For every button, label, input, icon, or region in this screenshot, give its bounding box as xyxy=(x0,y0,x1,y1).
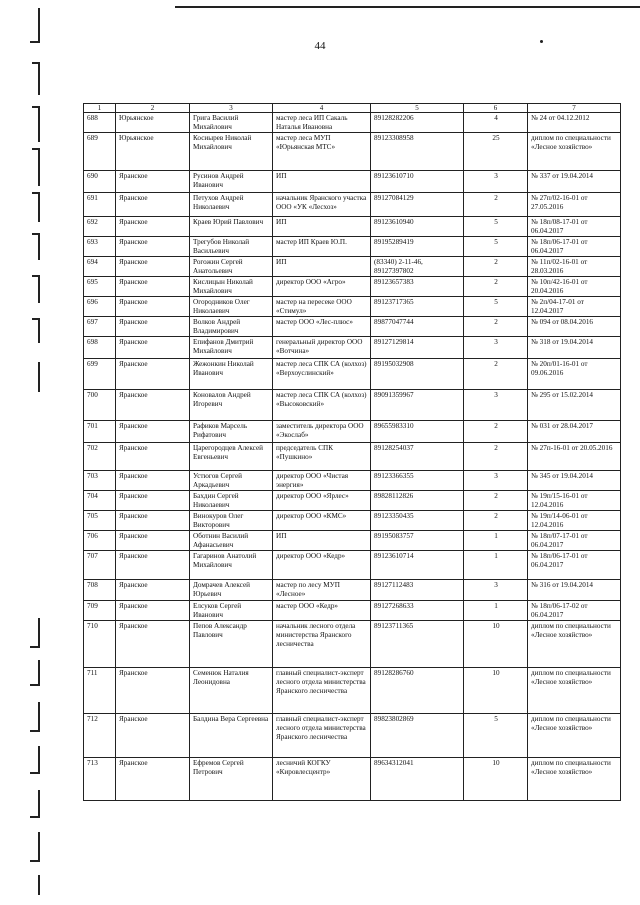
position-cell: председатель СПК «Пушкино» xyxy=(273,443,371,471)
district-cell: Яранское xyxy=(116,621,190,668)
document-cell: диплом по специальности «Лесное хозяйство» xyxy=(528,133,621,171)
document-cell: № 18п/06-17-01 от 06.04.2017 xyxy=(528,551,621,580)
experience-cell: 5 xyxy=(464,714,528,758)
row-number: 693 xyxy=(84,237,116,257)
margin-mark xyxy=(38,660,40,686)
name-cell: Семенюк Наталия Леонидовна xyxy=(190,668,273,714)
name-cell: Бахдин Сергей Николаевич xyxy=(190,491,273,511)
row-number: 704 xyxy=(84,491,116,511)
scan-speck xyxy=(540,40,543,43)
name-cell: Домрачев Алексей Юрьевич xyxy=(190,580,273,601)
name-cell: Гагаринов Анатолий Михайлович xyxy=(190,551,273,580)
phone-cell: 89123711365 xyxy=(371,621,464,668)
row-number: 699 xyxy=(84,359,116,390)
name-cell: Краев Юрий Павлович xyxy=(190,217,273,237)
page-number: 44 xyxy=(314,40,326,52)
district-cell: Яранское xyxy=(116,257,190,277)
name-cell: Ефремов Сергей Петрович xyxy=(190,758,273,801)
experience-cell: 3 xyxy=(464,580,528,601)
table-row xyxy=(84,668,621,714)
district-cell: Яранское xyxy=(116,171,190,193)
table-row xyxy=(84,337,621,359)
district-cell: Яранское xyxy=(116,359,190,390)
name-cell: Рогожин Сергей Анатольевич xyxy=(190,257,273,277)
experience-cell: 2 xyxy=(464,193,528,217)
name-cell: Балдина Вера Сергеевна xyxy=(190,714,273,758)
experience-cell: 10 xyxy=(464,758,528,801)
position-cell: ИП xyxy=(273,171,371,193)
experience-cell: 1 xyxy=(464,531,528,551)
row-number: 706 xyxy=(84,531,116,551)
phone-cell: 89123610710 xyxy=(371,171,464,193)
name-cell: Коновалов Андрей Игоревич xyxy=(190,390,273,421)
document-cell: № 2п/04-17-01 от 12.04.2017 xyxy=(528,297,621,317)
document-cell: № 094 от 08.04.2016 xyxy=(528,317,621,337)
experience-cell: 5 xyxy=(464,297,528,317)
position-cell: главный специалист-эксперт лесного отдела министерства Яранского лесничества xyxy=(273,714,371,758)
phone-cell: 89127112483 xyxy=(371,580,464,601)
name-cell: Оботнин Василий Афанасьевич xyxy=(190,531,273,551)
district-cell: Яранское xyxy=(116,471,190,491)
district-cell: Яранское xyxy=(116,317,190,337)
position-cell: начальник Яранского участка ООО «УК «Лесхоз» xyxy=(273,193,371,217)
phone-cell: 89123657383 xyxy=(371,277,464,297)
name-cell: Пепов Александр Павлович xyxy=(190,621,273,668)
margin-mark xyxy=(38,275,40,303)
experience-cell: 2 xyxy=(464,359,528,390)
district-cell: Яранское xyxy=(116,491,190,511)
margin-mark xyxy=(38,62,40,95)
phone-cell: 89655983310 xyxy=(371,421,464,443)
table-row xyxy=(84,113,621,133)
document-cell: № 316 от 19.04.2014 xyxy=(528,580,621,601)
table-row xyxy=(84,277,621,297)
row-number: 690 xyxy=(84,171,116,193)
row-number: 700 xyxy=(84,390,116,421)
document-cell: № 345 от 19.04.2014 xyxy=(528,471,621,491)
district-cell: Яранское xyxy=(116,443,190,471)
table-row xyxy=(84,217,621,237)
district-cell: Яранское xyxy=(116,511,190,531)
district-cell: Яранское xyxy=(116,193,190,217)
row-number: 702 xyxy=(84,443,116,471)
experience-cell: 4 xyxy=(464,113,528,133)
margin-mark xyxy=(38,8,40,43)
margin-mark xyxy=(38,362,40,392)
name-cell: Рафиков Марсель Рифатович xyxy=(190,421,273,443)
phone-cell: 89123350435 xyxy=(371,511,464,531)
column-header: 2 xyxy=(116,104,190,113)
position-cell: директор ООО «Агро» xyxy=(273,277,371,297)
experience-cell: 1 xyxy=(464,601,528,621)
name-cell: Русинов Андрей Иванович xyxy=(190,171,273,193)
name-cell: Елсуков Сергей Иванович xyxy=(190,601,273,621)
phone-cell: 89123610940 xyxy=(371,217,464,237)
table-row xyxy=(84,758,621,801)
scan-top-border xyxy=(175,6,640,8)
column-header: 5 xyxy=(371,104,464,113)
position-cell: мастер на пересеке ООО «Стимул» xyxy=(273,297,371,317)
experience-cell: 2 xyxy=(464,277,528,297)
experience-cell: 3 xyxy=(464,390,528,421)
margin-mark xyxy=(38,318,40,343)
district-cell: Яранское xyxy=(116,337,190,359)
district-cell: Яранское xyxy=(116,237,190,257)
district-cell: Яранское xyxy=(116,601,190,621)
experience-cell: 25 xyxy=(464,133,528,171)
name-cell: Царегородцев Алексей Евгеньевич xyxy=(190,443,273,471)
margin-mark xyxy=(38,192,40,222)
table-row xyxy=(84,551,621,580)
row-number: 689 xyxy=(84,133,116,171)
position-cell: ИП xyxy=(273,257,371,277)
name-cell: Огородников Олег Николаевич xyxy=(190,297,273,317)
table-row xyxy=(84,443,621,471)
row-number: 707 xyxy=(84,551,116,580)
table-row xyxy=(84,601,621,621)
row-number: 705 xyxy=(84,511,116,531)
position-cell: мастер ИП Краев Ю.П. xyxy=(273,237,371,257)
district-cell: Яранское xyxy=(116,297,190,317)
row-number: 709 xyxy=(84,601,116,621)
position-cell: ИП xyxy=(273,531,371,551)
experience-cell: 3 xyxy=(464,471,528,491)
experience-cell: 2 xyxy=(464,317,528,337)
position-cell: мастер по лесу МУП «Лесное» xyxy=(273,580,371,601)
position-cell: главный специалист-эксперт лесного отдела министерства Яранского лесничества xyxy=(273,668,371,714)
margin-mark xyxy=(38,618,40,648)
table-row xyxy=(84,133,621,171)
experience-cell: 2 xyxy=(464,421,528,443)
position-cell: директор ООО «Чистая энергия» xyxy=(273,471,371,491)
document-cell: № 19п/14-06-01 от 12.04.2016 xyxy=(528,511,621,531)
column-header: 7 xyxy=(528,104,621,113)
district-cell: Яранское xyxy=(116,758,190,801)
position-cell: генеральный директор ООО «Вотчина» xyxy=(273,337,371,359)
margin-mark xyxy=(38,790,40,818)
table-row xyxy=(84,257,621,277)
phone-cell: 89091359967 xyxy=(371,390,464,421)
name-cell: Косиырев Николай Михайлович xyxy=(190,133,273,171)
table-row xyxy=(84,317,621,337)
name-cell: Устюгов Сергей Аркадьевич xyxy=(190,471,273,491)
phone-cell: 89123308958 xyxy=(371,133,464,171)
registry-table xyxy=(83,103,621,801)
experience-cell: 1 xyxy=(464,551,528,580)
name-cell: Винокуров Олег Викторович xyxy=(190,511,273,531)
table-row xyxy=(84,580,621,601)
phone-cell: 89195083757 xyxy=(371,531,464,551)
document-cell: № 318 от 19.04.2014 xyxy=(528,337,621,359)
document-cell: диплом по специальности «Лесное хозяйство» xyxy=(528,758,621,801)
district-cell: Яранское xyxy=(116,551,190,580)
margin-mark xyxy=(38,875,40,895)
position-cell: мастер леса МУП «Юрьянская МТС» xyxy=(273,133,371,171)
phone-cell: 89828112826 xyxy=(371,491,464,511)
phone-cell: 89123366355 xyxy=(371,471,464,491)
phone-cell: 89823802869 xyxy=(371,714,464,758)
experience-cell: 5 xyxy=(464,217,528,237)
district-cell: Юрьянское xyxy=(116,113,190,133)
phone-cell: 89195289419 xyxy=(371,237,464,257)
document-cell: № 20п/01-16-01 от 09.06.2016 xyxy=(528,359,621,390)
position-cell: директор ООО «Ярлес» xyxy=(273,491,371,511)
experience-cell: 10 xyxy=(464,621,528,668)
phone-cell: (83340) 2-11-46, 89127397802 xyxy=(371,257,464,277)
row-number: 713 xyxy=(84,758,116,801)
phone-cell: 89127129814 xyxy=(371,337,464,359)
phone-cell: 89634312041 xyxy=(371,758,464,801)
experience-cell: 2 xyxy=(464,443,528,471)
name-cell: Трегубов Николай Васильевич xyxy=(190,237,273,257)
phone-cell: 89128286760 xyxy=(371,668,464,714)
row-number: 710 xyxy=(84,621,116,668)
document-cell: № 10п/42-16-01 от 20.04.2016 xyxy=(528,277,621,297)
margin-mark xyxy=(38,832,40,862)
experience-cell: 2 xyxy=(464,491,528,511)
district-cell: Яранское xyxy=(116,421,190,443)
table-row xyxy=(84,471,621,491)
document-cell: диплом по специальности «Лесное хозяйство» xyxy=(528,714,621,758)
column-header: 1 xyxy=(84,104,116,113)
table-row xyxy=(84,511,621,531)
experience-cell: 2 xyxy=(464,257,528,277)
name-cell: Волков Андрей Владимирович xyxy=(190,317,273,337)
phone-cell: 89128254037 xyxy=(371,443,464,471)
document-cell: диплом по специальности «Лесное хозяйство» xyxy=(528,621,621,668)
name-cell: Епифанов Дмитрий Михайлович xyxy=(190,337,273,359)
phone-cell: 89123610714 xyxy=(371,551,464,580)
document-cell: № 18п/06-17-02 от 06.04.2017 xyxy=(528,601,621,621)
row-number: 703 xyxy=(84,471,116,491)
row-number: 695 xyxy=(84,277,116,297)
table-row xyxy=(84,297,621,317)
table-row xyxy=(84,237,621,257)
name-cell: Грига Василий Михайлович xyxy=(190,113,273,133)
table-row xyxy=(84,531,621,551)
row-number: 708 xyxy=(84,580,116,601)
document-cell: № 18п/07-17-01 от 06.04.2017 xyxy=(528,531,621,551)
row-number: 698 xyxy=(84,337,116,359)
position-cell: директор ООО «КМС» xyxy=(273,511,371,531)
position-cell: ИП xyxy=(273,217,371,237)
position-cell: мастер ООО «Кедр» xyxy=(273,601,371,621)
document-cell: № 27п-16-01 от 20.05.2016 xyxy=(528,443,621,471)
row-number: 712 xyxy=(84,714,116,758)
position-cell: мастер леса СПК СА (колхоз) «Верхоуслинский» xyxy=(273,359,371,390)
document-cell: диплом по специальности «Лесное хозяйство» xyxy=(528,668,621,714)
position-cell: мастер леса СПК СА (колхоз) «Высоковский» xyxy=(273,390,371,421)
district-cell: Яранское xyxy=(116,390,190,421)
table-row xyxy=(84,421,621,443)
row-number: 696 xyxy=(84,297,116,317)
position-cell: лесничий КОГКУ «Кировлесцентр» xyxy=(273,758,371,801)
experience-cell: 10 xyxy=(464,668,528,714)
phone-cell: 89127268633 xyxy=(371,601,464,621)
document-cell: № 18п/08-17-01 от 06.04.2017 xyxy=(528,217,621,237)
name-cell: Петухов Андрей Николаевич xyxy=(190,193,273,217)
document-cell: № 18п/06-17-01 от 06.04.2017 xyxy=(528,237,621,257)
table-row xyxy=(84,714,621,758)
column-header: 6 xyxy=(464,104,528,113)
column-header: 3 xyxy=(190,104,273,113)
table-header-row xyxy=(84,104,621,113)
row-number: 694 xyxy=(84,257,116,277)
position-cell: мастер ООО «Лес-плюс» xyxy=(273,317,371,337)
row-number: 697 xyxy=(84,317,116,337)
document-cell: № 11п/02-16-01 от 28.03.2016 xyxy=(528,257,621,277)
district-cell: Юрьянское xyxy=(116,133,190,171)
row-number: 691 xyxy=(84,193,116,217)
name-cell: Кислицын Николай Михайлович xyxy=(190,277,273,297)
district-cell: Яранское xyxy=(116,277,190,297)
district-cell: Яранское xyxy=(116,531,190,551)
document-cell: № 031 от 28.04.2017 xyxy=(528,421,621,443)
phone-cell: 89195032908 xyxy=(371,359,464,390)
row-number: 711 xyxy=(84,668,116,714)
row-number: 692 xyxy=(84,217,116,237)
table-row xyxy=(84,621,621,668)
position-cell: начальник лесного отдела министерства Яранского лесничества xyxy=(273,621,371,668)
district-cell: Яранское xyxy=(116,714,190,758)
district-cell: Яранское xyxy=(116,668,190,714)
position-cell: директор ООО «Кедр» xyxy=(273,551,371,580)
phone-cell: 89127084129 xyxy=(371,193,464,217)
experience-cell: 3 xyxy=(464,171,528,193)
table-row xyxy=(84,390,621,421)
phone-cell: 89128282206 xyxy=(371,113,464,133)
document-cell: № 24 от 04.12.2012 xyxy=(528,113,621,133)
column-header: 4 xyxy=(273,104,371,113)
margin-mark xyxy=(38,746,40,774)
table-row xyxy=(84,491,621,511)
phone-cell: 89123717365 xyxy=(371,297,464,317)
margin-mark xyxy=(38,702,40,732)
experience-cell: 3 xyxy=(464,337,528,359)
phone-cell: 89877047744 xyxy=(371,317,464,337)
document-cell: № 19п/15-16-01 от 12.04.2016 xyxy=(528,491,621,511)
experience-cell: 5 xyxy=(464,237,528,257)
table-row xyxy=(84,171,621,193)
document-cell: № 337 от 19.04.2014 xyxy=(528,171,621,193)
table-row xyxy=(84,193,621,217)
experience-cell: 2 xyxy=(464,511,528,531)
position-cell: мастер леса ИП Сакаль Наталья Ивановна xyxy=(273,113,371,133)
district-cell: Яранское xyxy=(116,580,190,601)
document-cell: № 27п/02-16-01 от 27.05.2016 xyxy=(528,193,621,217)
row-number: 701 xyxy=(84,421,116,443)
position-cell: заместитель директора ООО «Экослаб» xyxy=(273,421,371,443)
table-row xyxy=(84,359,621,390)
margin-mark xyxy=(38,148,40,186)
margin-mark xyxy=(38,233,40,260)
margin-mark xyxy=(38,106,40,142)
row-number: 688 xyxy=(84,113,116,133)
district-cell: Яранское xyxy=(116,217,190,237)
name-cell: Жежонкин Николай Иванович xyxy=(190,359,273,390)
document-cell: № 295 от 15.02.2014 xyxy=(528,390,621,421)
